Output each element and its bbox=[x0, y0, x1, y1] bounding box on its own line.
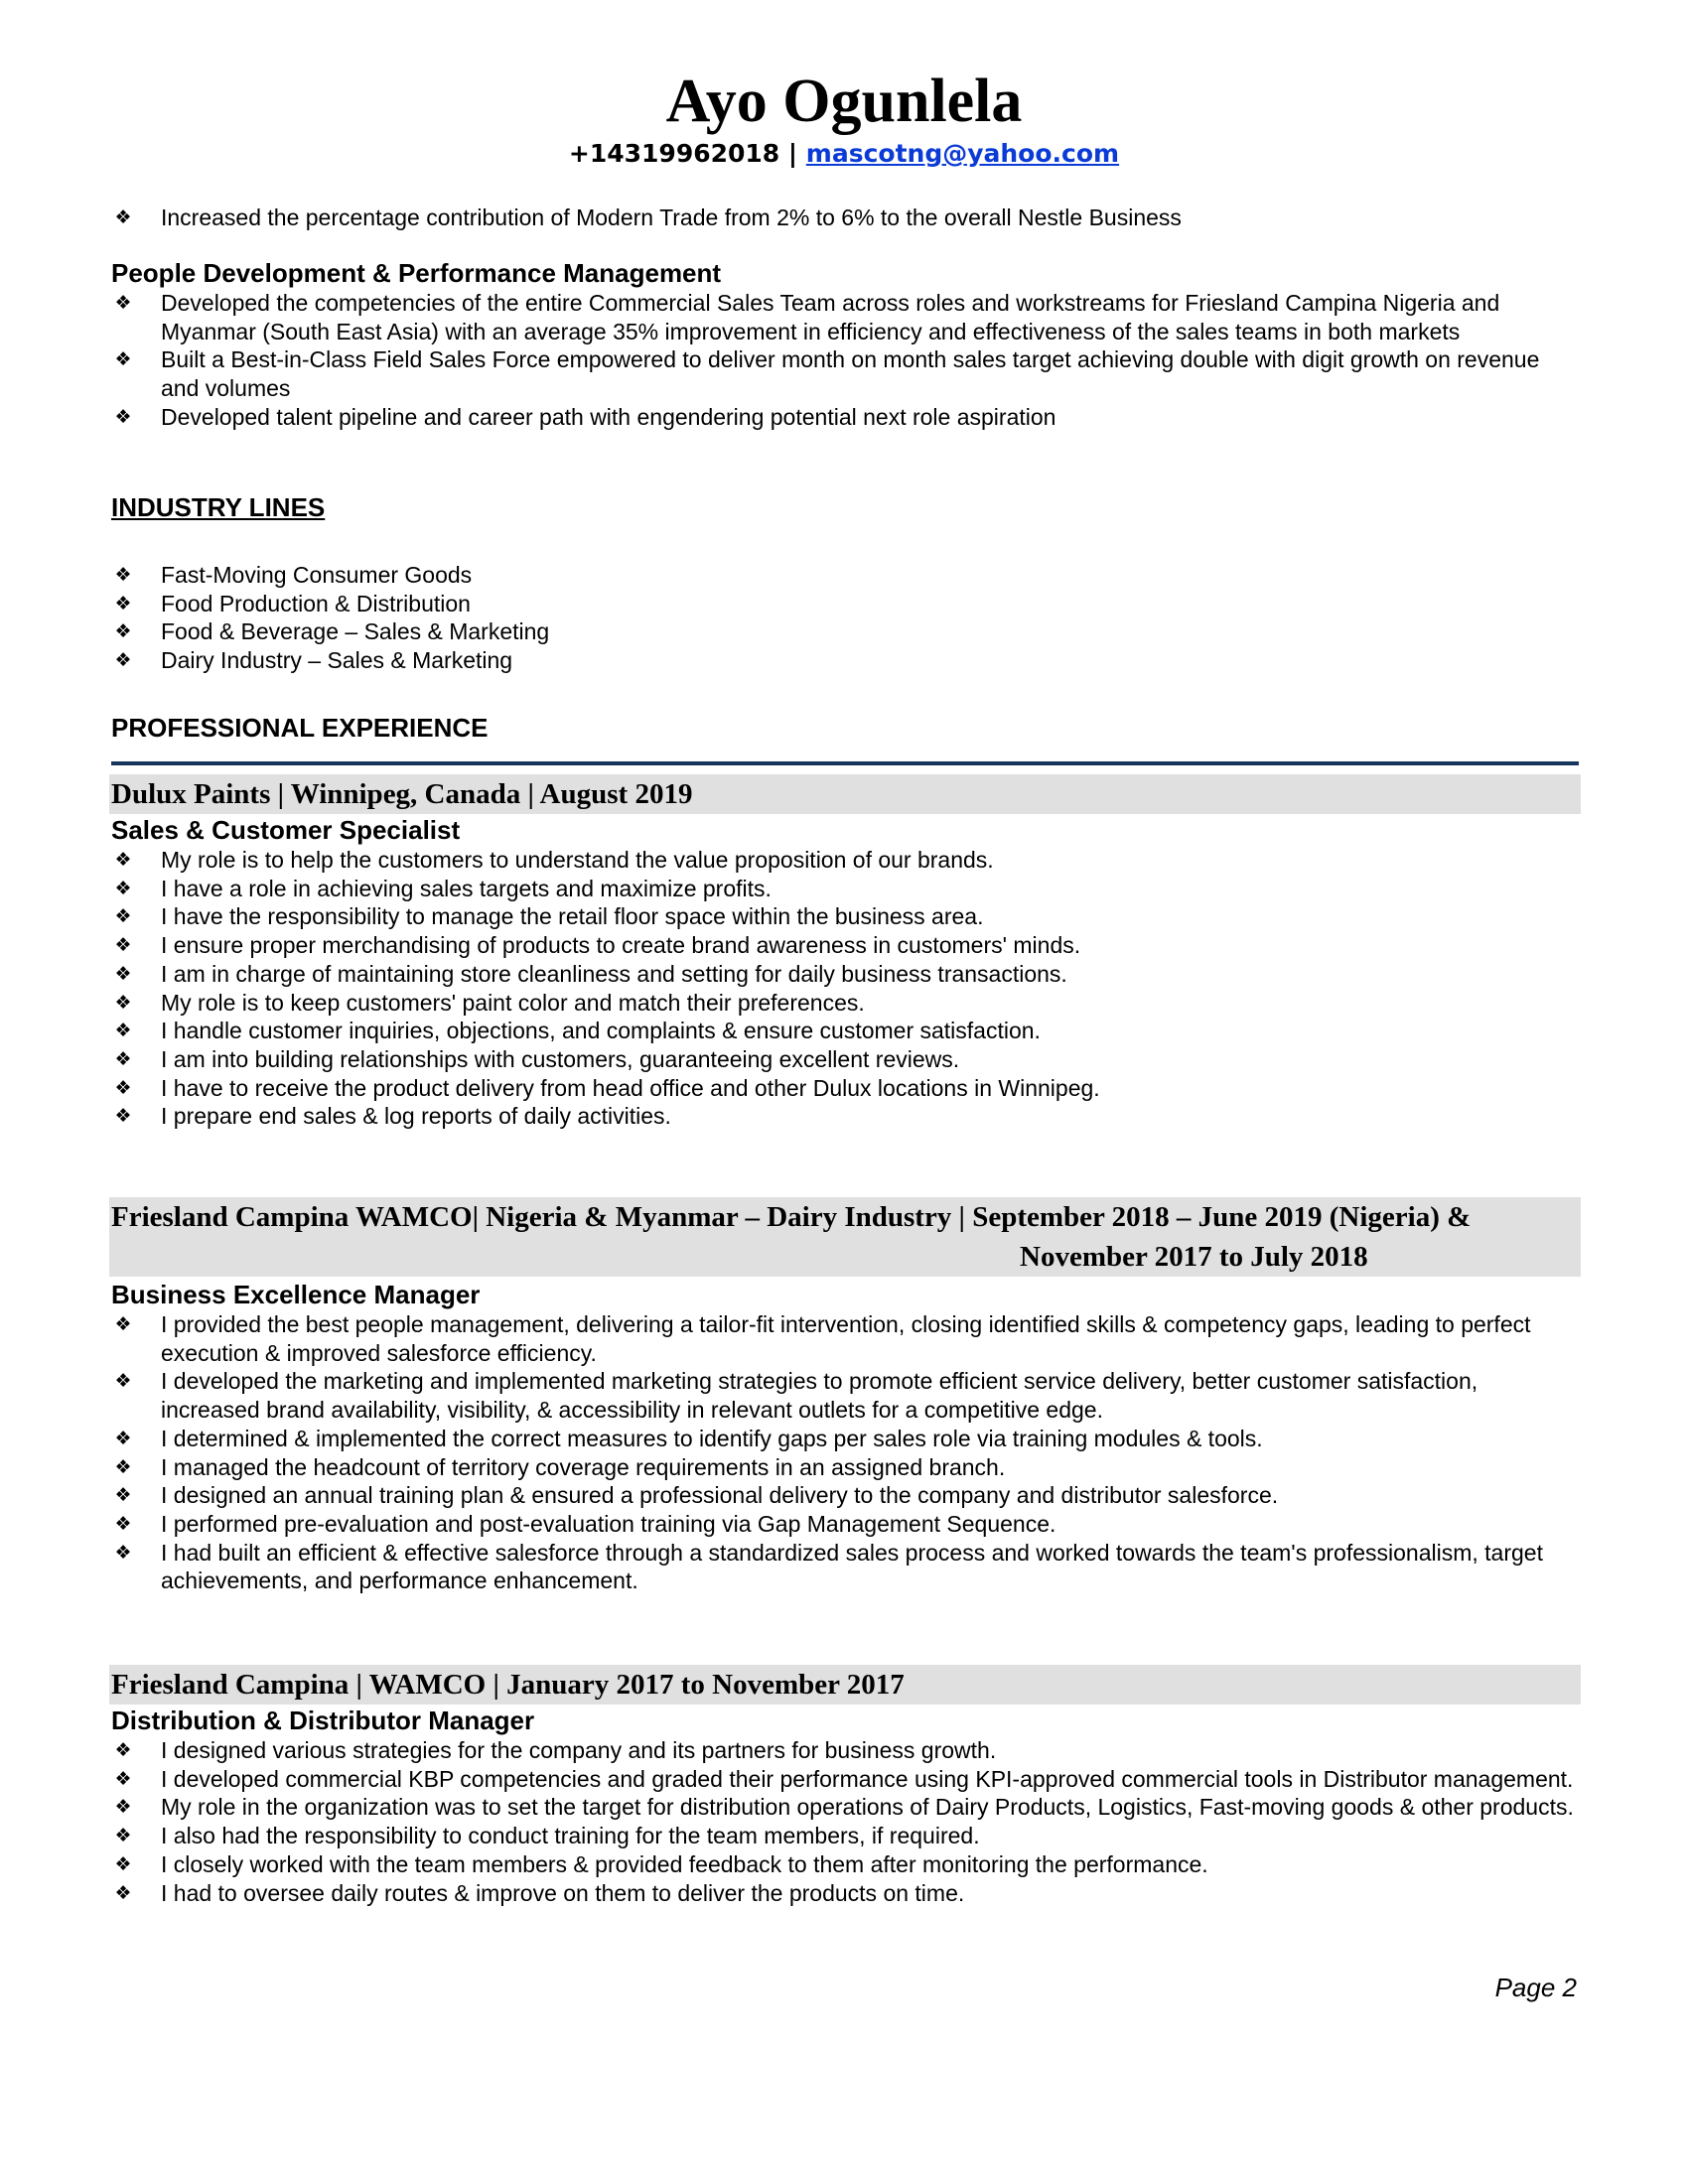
bullet-icon: ❖ bbox=[114, 1881, 132, 1904]
bullet-icon: ❖ bbox=[114, 1047, 132, 1070]
bullet-icon: ❖ bbox=[114, 934, 132, 957]
top-bullets bbox=[111, 204, 1576, 232]
list-item: ❖ I have the responsibility to manage the retail floor space within the business area. bbox=[111, 902, 1576, 931]
list-item: ❖ I handle customer inquiries, objections, and complaints & ensure customer satisfaction. bbox=[111, 1017, 1576, 1045]
list-item: ❖ I performed pre-evaluation and post-evaluation training via Gap Management Sequence. bbox=[111, 1510, 1576, 1539]
list-item: ❖ Fast-Moving Consumer Goods bbox=[111, 561, 1576, 590]
list-item: ❖ I am in charge of maintaining store cleanliness and setting for daily business transactions. bbox=[111, 960, 1576, 989]
job-heading-line-2: November 2017 to July 2018 bbox=[1020, 1241, 1368, 1273]
bullet-icon: ❖ bbox=[114, 1484, 132, 1507]
bullet-icon: ❖ bbox=[114, 1455, 132, 1478]
list-item: ❖ I developed the marketing and implemented marketing strategies to promote efficient service delivery, better customer satisfaction, increased brand availability, visibility, & accessibility in relevant outlets for a competitive edge. bbox=[111, 1367, 1576, 1424]
bullet-icon: ❖ bbox=[114, 1767, 132, 1790]
list-item: ❖ I have to receive the product delivery from head office and other Dulux locations in Winnipeg. bbox=[111, 1074, 1576, 1103]
bullet-icon: ❖ bbox=[114, 1739, 132, 1761]
job-friesland-wamco bbox=[111, 1280, 1576, 1595]
bullet-icon: ❖ bbox=[114, 1313, 132, 1335]
section-divider bbox=[111, 761, 1579, 765]
contact-separator: | bbox=[787, 139, 798, 168]
list-item: ❖ I had to oversee daily routes & improve on them to deliver the products on time. bbox=[111, 1879, 1576, 1908]
bullet-icon: ❖ bbox=[114, 962, 132, 985]
list-item: ❖ I closely worked with the team members & provided feedback to them after monitoring the performance. bbox=[111, 1850, 1576, 1879]
bullet-icon: ❖ bbox=[114, 1076, 132, 1099]
bullet-icon: ❖ bbox=[114, 849, 132, 871]
bullet-icon: ❖ bbox=[114, 1512, 132, 1535]
bullet-icon: ❖ bbox=[114, 1541, 132, 1564]
experience-heading: PROFESSIONAL EXPERIENCE bbox=[111, 713, 489, 743]
job-role: Sales & Customer Specialist bbox=[111, 815, 461, 845]
bullet-icon: ❖ bbox=[114, 1852, 132, 1875]
job-dulux bbox=[111, 815, 1576, 1131]
list-item: ❖ My role in the organization was to set the target for distribution operations of Dairy Products, Logistics, Fast-moving goods & other products. bbox=[111, 1793, 1576, 1822]
bullet-icon: ❖ bbox=[114, 649, 132, 672]
bullet-icon: ❖ bbox=[114, 1370, 132, 1393]
list-item: ❖ My role is to keep customers' paint color and match their preferences. bbox=[111, 989, 1576, 1018]
list-item: ❖ I am into building relationships with customers, guaranteeing excellent reviews. bbox=[111, 1045, 1576, 1074]
people-development-section bbox=[111, 258, 1576, 432]
bullet-icon: ❖ bbox=[114, 991, 132, 1014]
bullet-icon: ❖ bbox=[114, 348, 132, 371]
bullet-icon: ❖ bbox=[114, 405, 132, 428]
list-item: ❖ I designed various strategies for the company and its partners for business growth. bbox=[111, 1736, 1576, 1765]
list-item: ❖ Dairy Industry – Sales & Marketing bbox=[111, 646, 1576, 675]
bullet-icon: ❖ bbox=[114, 592, 132, 614]
job-role: Distribution & Distributor Manager bbox=[111, 1706, 535, 1735]
job-heading-line-1: Friesland Campina WAMCO| Nigeria & Myanmar – Dairy Industry | September 2018 – June 2019 (Nigeria) & bbox=[111, 1201, 1472, 1233]
bullet-icon: ❖ bbox=[114, 1020, 132, 1042]
list-item: ❖ I have a role in achieving sales targets and maximize profits. bbox=[111, 875, 1576, 903]
list-item: ❖ Food & Beverage – Sales & Marketing bbox=[111, 617, 1576, 646]
bullet-icon: ❖ bbox=[114, 620, 132, 643]
list-item: ❖ Developed the competencies of the entire Commercial Sales Team across roles and workstreams for Friesland Campina Nigeria and Myanmar (South East Asia) with an average 35% improvement in efficiency and effectiveness of the sales teams in both markets bbox=[111, 289, 1576, 345]
list-item: ❖ Built a Best-in-Class Field Sales Force empowered to deliver month on month sales target achieving double with digit growth on revenue and volumes bbox=[111, 345, 1576, 402]
bullet-icon: ❖ bbox=[114, 292, 132, 314]
bullet-icon: ❖ bbox=[114, 1105, 132, 1128]
candidate-name: Ayo Ogunlela bbox=[665, 68, 1023, 135]
list-item: ❖ I determined & implemented the correct measures to identify gaps per sales role via training modules & tools. bbox=[111, 1425, 1576, 1453]
list-item: ❖ Developed talent pipeline and career path with engendering potential next role aspiration bbox=[111, 403, 1576, 432]
industry-lines-list bbox=[111, 561, 1576, 675]
list-item: ❖ I managed the headcount of territory coverage requirements in an assigned branch. bbox=[111, 1453, 1576, 1482]
bullet-icon: ❖ bbox=[114, 206, 132, 228]
email-link[interactable]: mascotng@yahoo.com bbox=[805, 139, 1120, 168]
list-item: ❖ I provided the best people management, delivering a tailor-fit intervention, closing identified skills & competency gaps, leading to perfect execution & improved salesforce efficiency. bbox=[111, 1310, 1576, 1367]
job-heading-dulux: Dulux Paints | Winnipeg, Canada | August 2019 bbox=[109, 774, 1581, 814]
list-item: ❖ I also had the responsibility to conduct training for the team members, if required. bbox=[111, 1822, 1576, 1850]
bullet-icon: ❖ bbox=[114, 1427, 132, 1449]
section-subheading: People Development & Performance Management bbox=[111, 258, 722, 288]
list-item: ❖ I had built an efficient & effective salesforce through a standardized sales process and worked towards the team's professionalism, target achievements, and performance enhancement. bbox=[111, 1539, 1576, 1595]
list-item: ❖ I ensure proper merchandising of products to create brand awareness in customers' minds. bbox=[111, 931, 1576, 960]
bullet-icon: ❖ bbox=[114, 1796, 132, 1819]
job-friesland-campina bbox=[111, 1706, 1576, 1907]
contact-line bbox=[0, 137, 1688, 171]
list-item: ❖ I developed commercial KBP competencies and graded their performance using KPI-approved commercial tools in Distributor management. bbox=[111, 1765, 1576, 1794]
job-role: Business Excellence Manager bbox=[111, 1280, 481, 1309]
bullet-icon: ❖ bbox=[114, 564, 132, 586]
job-heading-friesland-wamco bbox=[109, 1197, 1581, 1277]
industry-lines-heading: INDUSTRY LINES bbox=[111, 492, 326, 522]
page-number: Page 2 bbox=[1494, 1973, 1577, 2002]
list-item: ❖ I designed an annual training plan & ensured a professional delivery to the company and distributor salesforce. bbox=[111, 1481, 1576, 1510]
bullet-icon: ❖ bbox=[114, 905, 132, 928]
list-item: ❖ My role is to help the customers to understand the value proposition of our brands. bbox=[111, 846, 1576, 875]
bullet-icon: ❖ bbox=[114, 1825, 132, 1847]
list-item: ❖ I prepare end sales & log reports of daily activities. bbox=[111, 1102, 1576, 1131]
bullet-icon: ❖ bbox=[114, 877, 132, 899]
list-item: ❖ Food Production & Distribution bbox=[111, 590, 1576, 618]
phone-number: +14319962018 bbox=[568, 139, 780, 168]
job-heading-friesland-campina: Friesland Campina | WAMCO | January 2017 to November 2017 bbox=[109, 1665, 1581, 1705]
list-item: ❖ Increased the percentage contribution of Modern Trade from 2% to 6% to the overall Nestle Business bbox=[111, 204, 1576, 232]
